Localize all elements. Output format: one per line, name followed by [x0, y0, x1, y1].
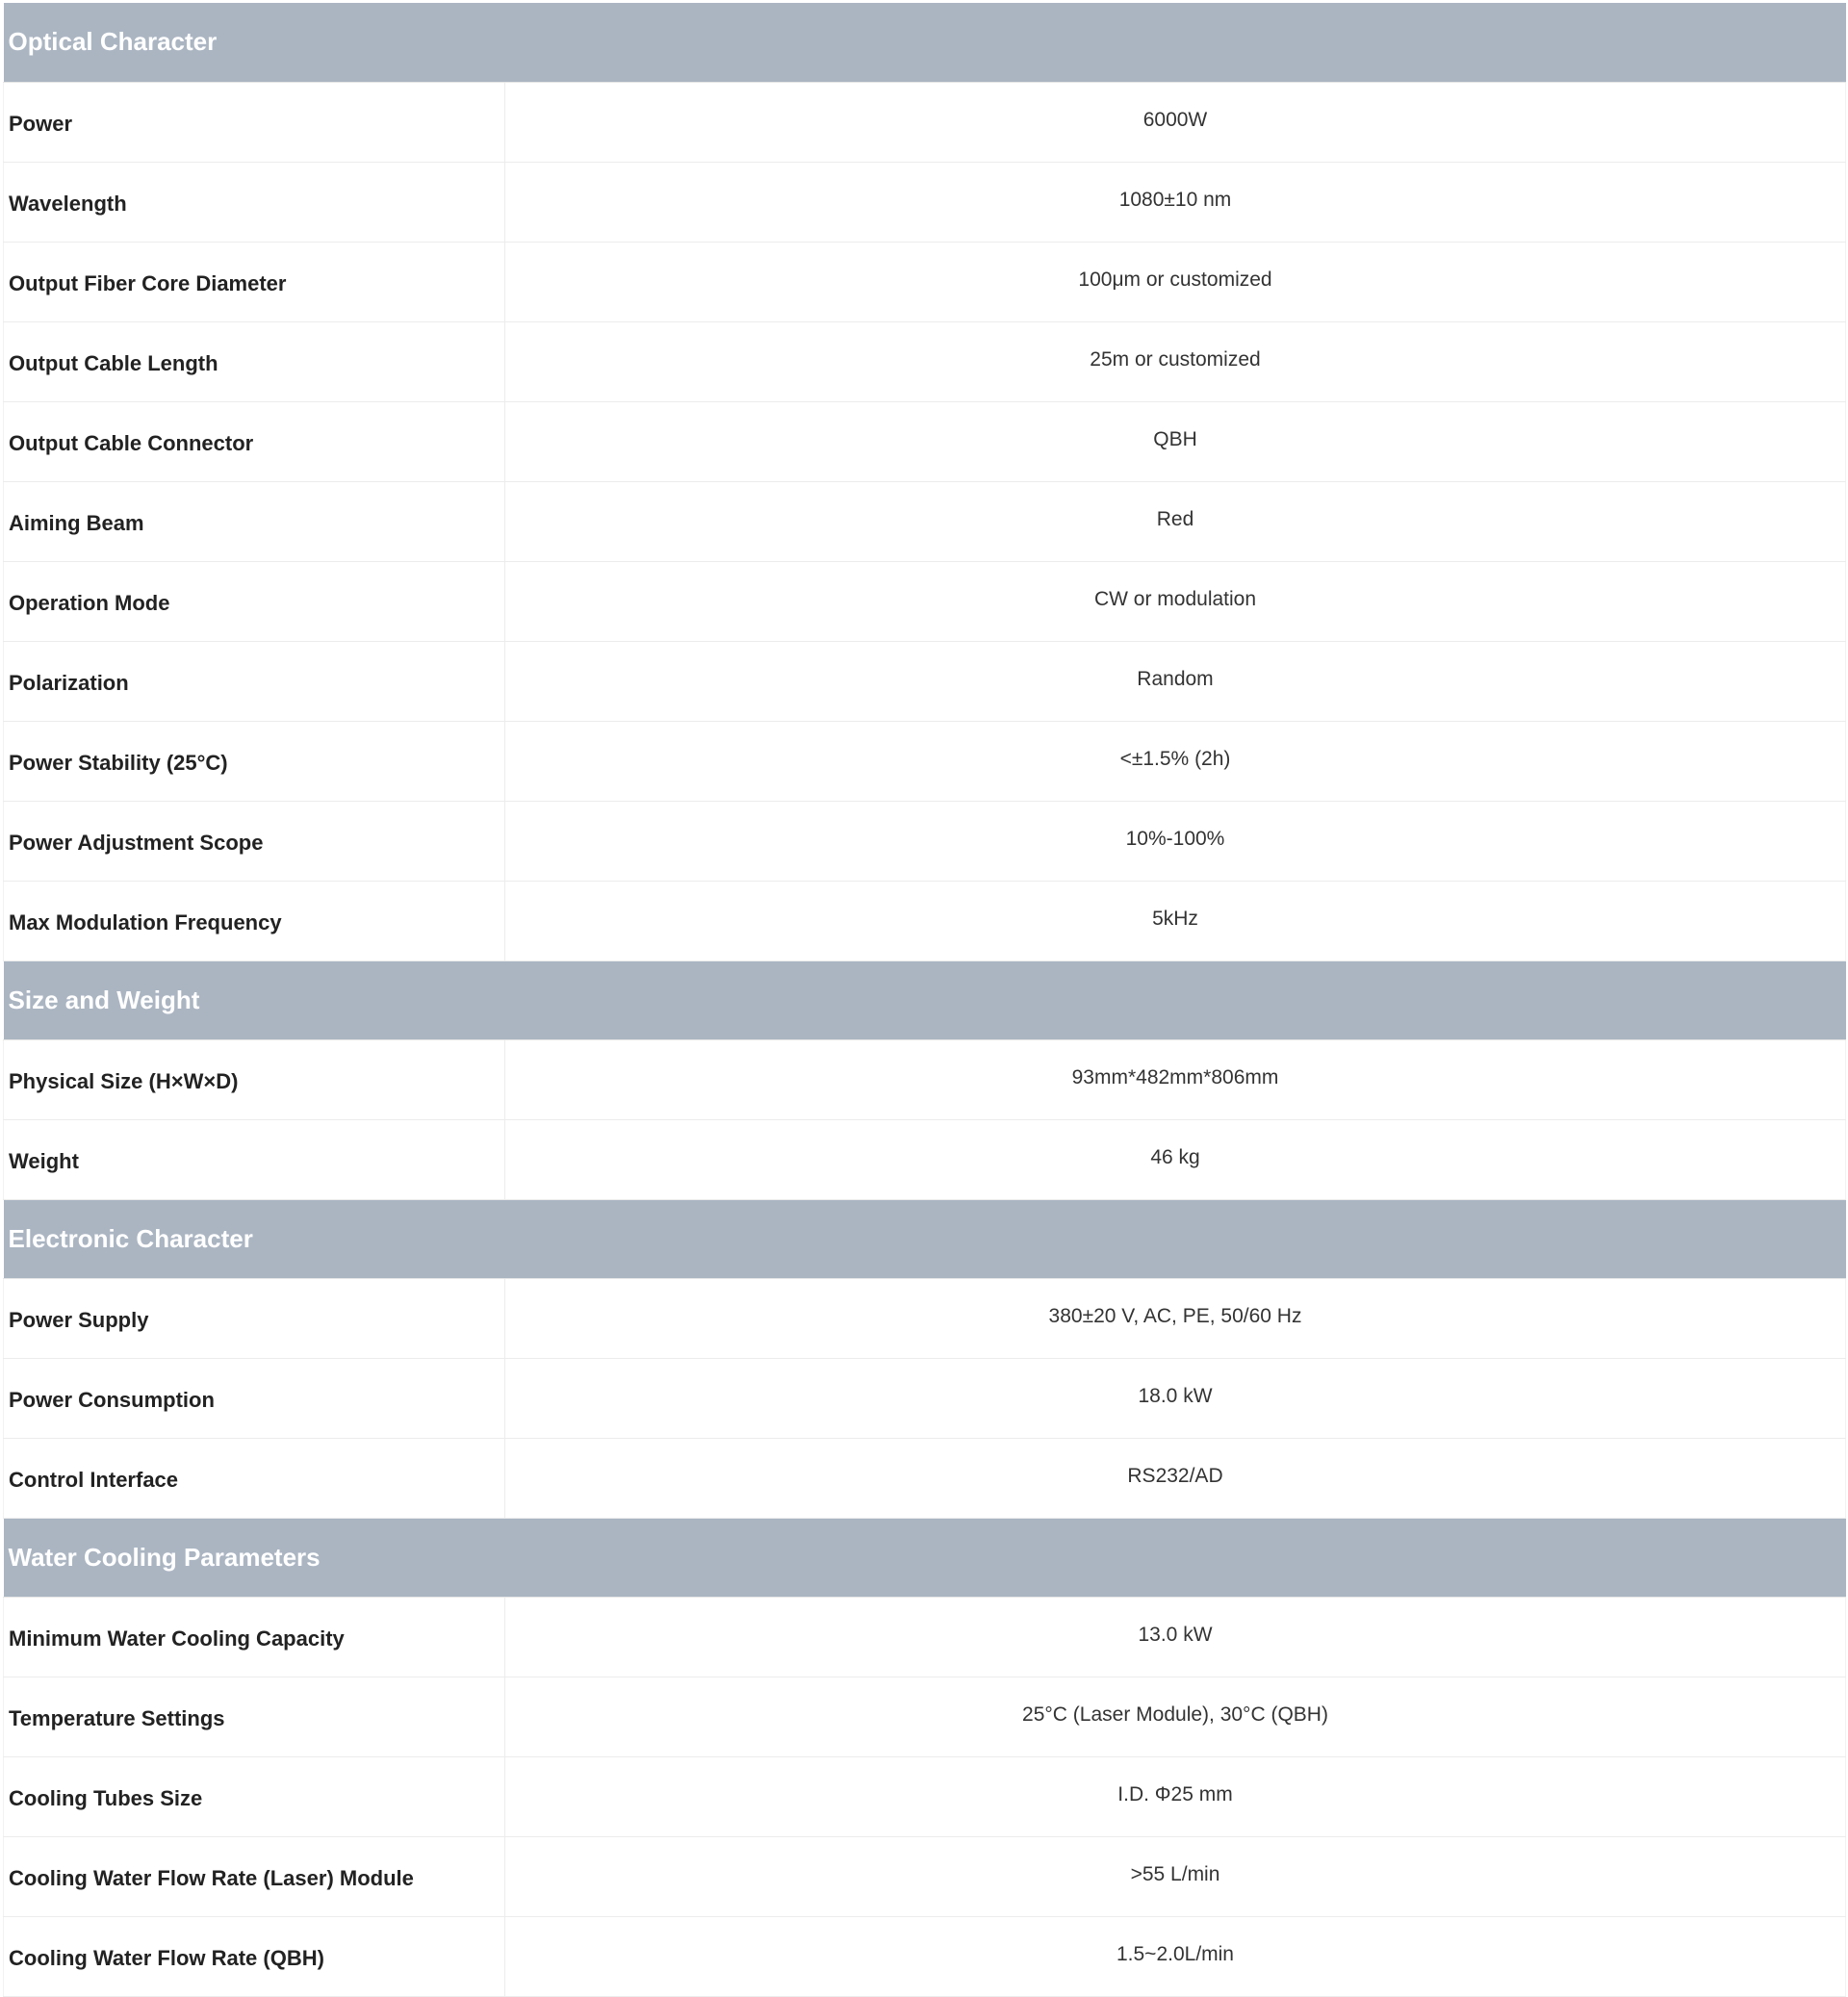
spec-label: Cooling Water Flow Rate (Laser) Module [4, 1836, 505, 1916]
spec-label: Output Cable Length [4, 321, 505, 401]
section-header-optical-character [4, 3, 1846, 82]
spec-table [3, 3, 1846, 1997]
spec-label: Wavelength [4, 162, 505, 242]
spec-row-output-cable-connector [4, 401, 1846, 481]
spec-label: Power Stability (25°C) [4, 721, 505, 801]
spec-value: <±1.5% (2h) [505, 721, 1846, 801]
spec-row-power-consumption [4, 1358, 1846, 1438]
spec-label: Power Consumption [4, 1358, 505, 1438]
spec-value: 100μm or customized [505, 242, 1846, 321]
spec-row-cooling-water-flow-rate-qbh [4, 1916, 1846, 1996]
section-title: Size and Weight [4, 960, 1846, 1039]
spec-value: CW or modulation [505, 561, 1846, 641]
spec-value: 93mm*482mm*806mm [505, 1039, 1846, 1119]
spec-value: >55 L/min [505, 1836, 1846, 1916]
spec-label: Cooling Water Flow Rate (QBH) [4, 1916, 505, 1996]
spec-label: Weight [4, 1119, 505, 1199]
spec-value: 1080±10 nm [505, 162, 1846, 242]
spec-value: 25°C (Laser Module), 30°C (QBH) [505, 1677, 1846, 1756]
spec-value: 5kHz [505, 881, 1846, 960]
spec-row-output-cable-length [4, 321, 1846, 401]
spec-row-physical-size [4, 1039, 1846, 1119]
spec-value: 1.5~2.0L/min [505, 1916, 1846, 1996]
spec-row-cooling-tubes-size [4, 1756, 1846, 1836]
spec-row-control-interface [4, 1438, 1846, 1518]
spec-row-power-supply [4, 1278, 1846, 1358]
spec-row-operation-mode [4, 561, 1846, 641]
spec-label: Power [4, 82, 505, 162]
spec-value: 10%-100% [505, 801, 1846, 881]
spec-label: Operation Mode [4, 561, 505, 641]
spec-label: Aiming Beam [4, 481, 505, 561]
spec-row-max-modulation-frequency [4, 881, 1846, 960]
spec-label: Control Interface [4, 1438, 505, 1518]
section-header-size-and-weight [4, 960, 1846, 1039]
spec-value: 13.0 kW [505, 1597, 1846, 1677]
spec-label: Power Supply [4, 1278, 505, 1358]
spec-value: 380±20 V, AC, PE, 50/60 Hz [505, 1278, 1846, 1358]
spec-label: Power Adjustment Scope [4, 801, 505, 881]
spec-label: Polarization [4, 641, 505, 721]
spec-value: QBH [505, 401, 1846, 481]
spec-row-minimum-water-cooling-capacity [4, 1597, 1846, 1677]
spec-row-polarization [4, 641, 1846, 721]
spec-label: Max Modulation Frequency [4, 881, 505, 960]
spec-row-aiming-beam [4, 481, 1846, 561]
spec-row-wavelength [4, 162, 1846, 242]
spec-value: Random [505, 641, 1846, 721]
spec-row-power-stability [4, 721, 1846, 801]
spec-row-power-adjustment-scope [4, 801, 1846, 881]
section-title: Optical Character [4, 3, 1846, 82]
spec-label: Output Fiber Core Diameter [4, 242, 505, 321]
spec-label: Temperature Settings [4, 1677, 505, 1756]
spec-value: 6000W [505, 82, 1846, 162]
spec-label: Physical Size (H×W×D) [4, 1039, 505, 1119]
spec-value: 18.0 kW [505, 1358, 1846, 1438]
section-header-water-cooling-parameters [4, 1518, 1846, 1597]
spec-value: Red [505, 481, 1846, 561]
section-header-electronic-character [4, 1199, 1846, 1278]
spec-row-cooling-water-flow-rate-laser [4, 1836, 1846, 1916]
spec-label: Cooling Tubes Size [4, 1756, 505, 1836]
spec-value: I.D. Φ25 mm [505, 1756, 1846, 1836]
spec-row-weight [4, 1119, 1846, 1199]
spec-value: 46 kg [505, 1119, 1846, 1199]
spec-label: Output Cable Connector [4, 401, 505, 481]
spec-label: Minimum Water Cooling Capacity [4, 1597, 505, 1677]
section-title: Electronic Character [4, 1199, 1846, 1278]
spec-row-temperature-settings [4, 1677, 1846, 1756]
spec-row-output-fiber-core-diameter [4, 242, 1846, 321]
section-title: Water Cooling Parameters [4, 1518, 1846, 1597]
spec-value: 25m or customized [505, 321, 1846, 401]
spec-value: RS232/AD [505, 1438, 1846, 1518]
spec-row-power [4, 82, 1846, 162]
